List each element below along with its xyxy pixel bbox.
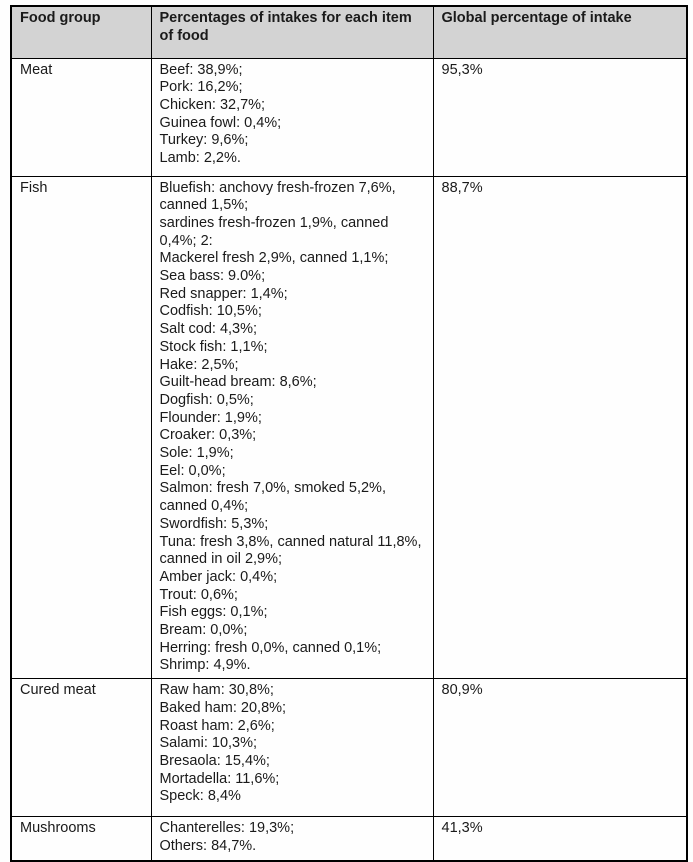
food-item-line: Lamb: 2,2%. [159, 150, 241, 167]
food-item-line: Herring: fresh 0,0%, canned 0,1%; [159, 639, 382, 656]
table-row [11, 176, 687, 679]
food-item-line: Turkey: 9,6%; [159, 132, 249, 149]
food-item-line: Salami: 10,3%; [159, 735, 258, 752]
header-food-group: Food group [11, 6, 151, 58]
food-item-line: Stock fish: 1,1%; [159, 338, 268, 355]
food-item-line: Shrimp: 4,9%. [159, 657, 251, 674]
table-row [11, 679, 687, 817]
food-item-line: Chicken: 32,7%; [159, 96, 266, 113]
food-item-line: Raw ham: 30,8%; [159, 682, 274, 699]
header-item-percentages: Percentages of intakes for each item of food [151, 6, 433, 58]
food-item-line: Hake: 2,5%; [159, 356, 239, 373]
food-item-line: Bream: 0,0%; [159, 622, 248, 639]
food-item-line: Chanterelles: 19,3%; [159, 820, 295, 837]
food-intake-table [10, 5, 688, 862]
food-item-line: Dogfish: 0,5%; [159, 391, 254, 408]
food-item-line: Guilt-head bream: 8,6%; [159, 374, 317, 391]
header-row [11, 6, 687, 58]
table-row [11, 58, 687, 176]
food-item-line: Sea bass: 9.0%; [159, 268, 266, 285]
food-item-line: Beef: 38,9%; [159, 61, 243, 78]
food-item-line: Salmon: fresh 7,0%, smoked 5,2%, canned 0,4%; [159, 480, 386, 515]
food-item-line: Mackerel fresh 2,9%, canned 1,1%; [159, 250, 389, 267]
food-item-line: Fish eggs: 0,1%; [159, 604, 268, 621]
food-item-line: Mortadella: 11,6%; [159, 770, 280, 787]
food-group-cell: Cured meat [11, 679, 151, 817]
food-item-line: Trout: 0,6%; [159, 586, 238, 603]
food-item-line: Guinea fowl: 0,4%; [159, 114, 282, 131]
food-item-line: sardines fresh-frozen 1,9%, canned 0,4%; 2: [159, 214, 389, 249]
food-item-line: Bluefish: anchovy fresh-frozen 7,6%, canned 1,5%; [159, 179, 396, 214]
food-item-line: Others: 84,7%. [159, 837, 257, 854]
food-item-line: Flounder: 1,9%; [159, 409, 262, 426]
food-item-line: Bresaola: 15,4%; [159, 753, 270, 769]
food-item-line: Speck: 8,4% [159, 788, 241, 805]
global-percentage-cell: 41,3% [433, 817, 687, 861]
food-item-line: Pork: 16,2%; [159, 79, 243, 96]
food-item-line: Roast ham: 2,6%; [159, 717, 275, 734]
food-item-line: Sole: 1,9%; [159, 445, 234, 462]
food-group-cell: Fish [11, 176, 151, 679]
food-item-line: Swordfish: 5,3%; [159, 515, 269, 532]
food-items-cell [151, 679, 433, 817]
food-item-line: Tuna: fresh 3,8%, canned natural 11,8%, canned in oil 2,9%; [159, 533, 422, 568]
food-item-line: Codfish: 10,5%; [159, 303, 262, 320]
food-group-cell: Mushrooms [11, 817, 151, 861]
table-body [11, 58, 687, 861]
global-percentage-cell: 88,7% [433, 176, 687, 679]
food-item-line: Baked ham: 20,8%; [159, 699, 287, 716]
food-item-line: Eel: 0,0%; [159, 462, 226, 479]
food-item-line: Salt cod: 4,3%; [159, 321, 258, 338]
header-global-percentage: Global percentage of intake [433, 6, 687, 58]
food-items-cell [151, 176, 433, 679]
food-group-cell: Meat [11, 58, 151, 176]
food-item-line: Amber jack: 0,4%; [159, 568, 278, 585]
global-percentage-cell: 95,3% [433, 58, 687, 176]
food-items-cell [151, 58, 433, 176]
food-items-cell [151, 817, 433, 861]
table-header [11, 6, 687, 58]
food-item-line: Croaker: 0,3%; [159, 427, 257, 444]
table-row [11, 817, 687, 861]
food-item-line: Red snapper: 1,4%; [159, 285, 288, 302]
global-percentage-cell: 80,9% [433, 679, 687, 817]
